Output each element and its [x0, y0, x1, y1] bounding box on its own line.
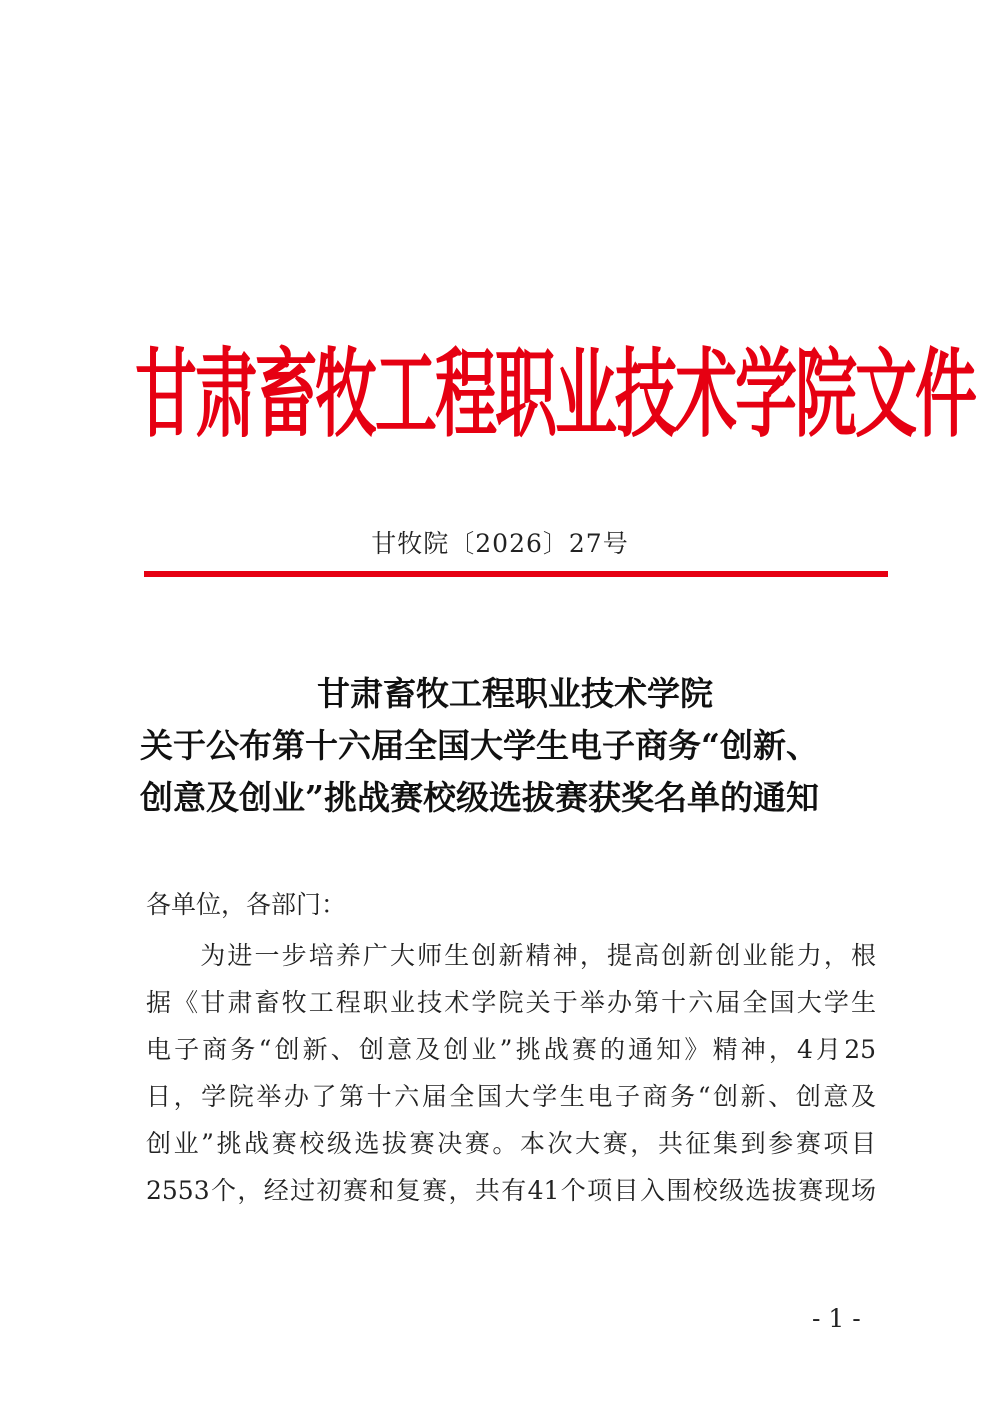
- page-number: - 1 -: [812, 1304, 861, 1333]
- body-line: 为进一步培养广大师生创新精神，提高创新创业能力，根: [146, 941, 876, 970]
- notice-title-line: 关于公布第十六届全国大学生电子商务“创新、: [140, 726, 819, 765]
- body-line: 电子商务“创新、创意及创业”挑战赛的通知》精神，4月25: [146, 1035, 876, 1064]
- body-line: 2553个，经过初赛和复赛，共有41个项目入围校级选拔赛现场: [146, 1176, 876, 1205]
- document-header-title: 甘肃畜牧工程职业技术学院文件: [135, 337, 976, 451]
- document-number: 甘牧院〔2026〕27号: [371, 529, 629, 558]
- red-divider-line: [144, 571, 888, 577]
- body-line: 创业”挑战赛校级选拔赛决赛。本次大赛，共征集到参赛项目: [146, 1129, 876, 1158]
- body-line: 据《甘肃畜牧工程职业技术学院关于举办第十六届全国大学生: [146, 988, 876, 1017]
- notice-title-line: 甘肃畜牧工程职业技术学院: [317, 674, 713, 713]
- notice-title-line: 创意及创业”挑战赛校级选拔赛获奖名单的通知: [140, 778, 819, 817]
- body-line: 日，学院举办了第十六届全国大学生电子商务“创新、创意及: [146, 1082, 876, 1111]
- body-paragraph: [146, 932, 876, 1214]
- salutation: 各单位，各部门：: [146, 890, 347, 919]
- notice-title: [140, 668, 890, 824]
